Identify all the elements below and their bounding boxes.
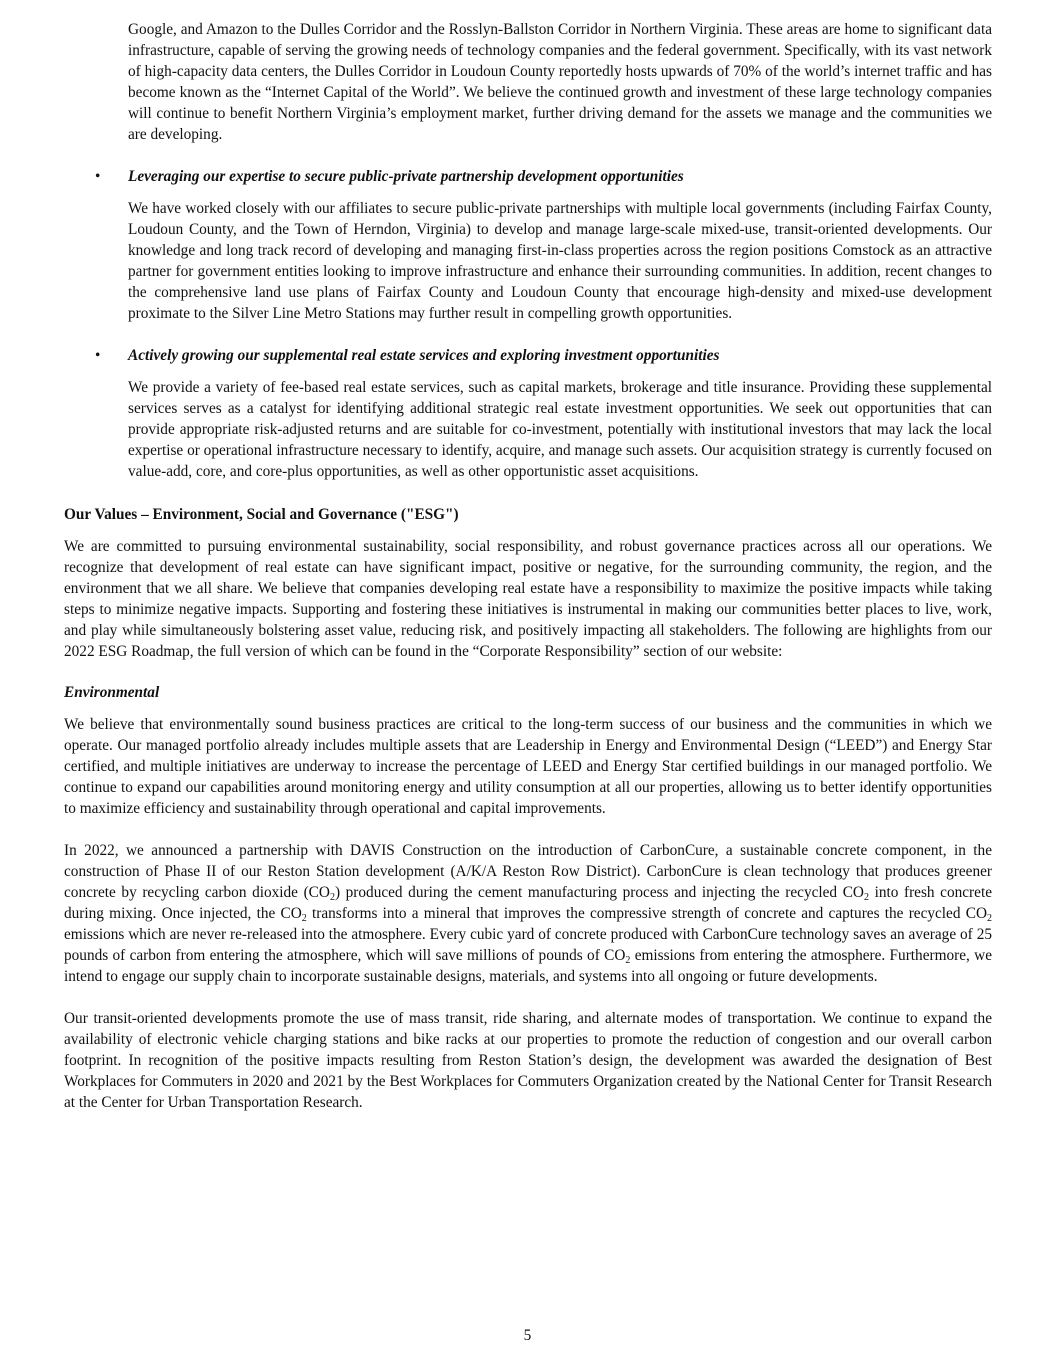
bullet-title: Actively growing our supplemental real estate services and exploring investment opportunities <box>128 347 720 364</box>
bullet-body-public-private: We have worked closely with our affiliates to secure public-private partnerships with multiple local governments (including Fairfax County, Loudoun County, and the Town of Herndon, Virginia) to develop and manage large-scale mixed-use, transit-oriented developments. Our knowledge and long track record of developing and managing first-in-class properties across the region positions Comstock as an attractive partner for government entities looking to improve infrastructure and enhance their surrounding communities. In addition, recent changes to the comprehensive land use plans of Fairfax County and Loudoun County that encourage high-density and mixed-use development proximate to the Silver Line Metro Stations may further result in compelling growth opportunities. <box>128 200 992 322</box>
environmental-paragraph-1: We believe that environmentally sound business practices are critical to the long-term success of our business and the communities in which we operate. Our managed portfolio already includes multiple assets that are Leadership in Energy and Environmental Design (“LEED”) and Energy Star certified, and multiple initiatives are underway to increase the percentage of LEED and Energy Star certified buildings in our managed portfolio. We continue to expand our capabilities around monitoring energy and utility consumption at all our properties, allowing us to better identify opportunities to maximize efficiency and sustainability through operational and capital improvements. <box>64 716 992 817</box>
esg-intro-paragraph: We are committed to pursuing environmental sustainability, social responsibility, and robust governance practices across all our operations. We recognize that development of real estate can have significant impact, positive or negative, for the surrounding community, the region, and the environment that we all share. We believe that companies developing real estate have a responsibility to maximize the positive impacts while taking steps to minimize negative impacts. Supporting and fostering these initiatives is instrumental in making our communities better places to live, work, and play while simultaneously bolstering asset value, reducing risk, and positively impacting all stakeholders. The following are highlights from our 2022 ESG Roadmap, the full version of which can be found in the “Corporate Responsibility” section of our website: <box>64 538 992 660</box>
bullet-heading-real-estate-services <box>95 345 992 366</box>
document-page <box>64 19 992 1113</box>
bullet-heading-public-private <box>95 166 992 187</box>
environmental-paragraph-carboncure: In 2022, we announced a partnership with DAVIS Construction on the introduction of CarbonCure, a sustainable concrete component, in the construction of Phase II of our Reston Station development (A/K/A Reston Row District). CarbonCure is clean technology that produces greener concrete by recycling carbon dioxide $(CO_2)$ produced during the cement manufacturing process and injecting the recycled $CO_2$ into fresh concrete during mixing. Once injected, the $CO_2$ transforms into a mineral that improves the compressive strength of concrete and captures the recycled $CO_2$ emissions which are never re-released into the atmosphere. Every cubic yard of concrete produced with CarbonCure technology saves an average of 25 pounds of carbon from entering the atmosphere, which will save millions of pounds of $CO_2$ emissions from entering the atmosphere. Furthermore, we intend to engage our supply chain to incorporate sustainable designs, materials, and systems into all ongoing or future developments. <box>64 842 992 985</box>
intro-continuation-paragraph: Google, and Amazon to the Dulles Corridor and the Rosslyn-Ballston Corridor in Northern Virginia. These areas are home to significant data infrastructure, capable of serving the growing needs of technology companies and the federal government. Specifically, with its vast network of high-capacity data centers, the Dulles Corridor in Loudoun County reportedly hosts upwards of 70% of the world’s internet traffic and has become known as the “Internet Capital of the World”. We believe the continued growth and investment of these large technology companies will continue to benefit Northern Virginia’s employment market, further driving demand for the assets we manage and the communities we are developing. <box>128 21 992 143</box>
bullet-body-real-estate-services: We provide a variety of fee-based real estate services, such as capital markets, brokerage and title insurance. Providing these supplemental services serves as a catalyst for identifying additional strategic real estate investment opportunities. We seek out opportunities that can provide appropriate risk-adjusted returns and are suitable for co-investment, potentially with institutional investors that may lack the local expertise or operational infrastructure necessary to identify, acquire, and manage such assets. Our acquisition strategy is currently focused on value-add, core, and core-plus opportunities, as well as other opportunistic asset acquisitions. <box>128 379 992 480</box>
section-heading-esg: Our Values – Environment, Social and Governance ("ESG") <box>64 506 459 523</box>
subscript-2: 2 <box>301 913 307 924</box>
subscript-2: 2 <box>863 892 869 903</box>
bullet-marker: • <box>95 168 101 185</box>
subscript-2: 2 <box>987 913 992 924</box>
page-number: 5 <box>523 1327 532 1344</box>
environmental-paragraph-transit: Our transit-oriented developments promote the use of mass transit, ride sharing, and alternate modes of transportation. We continue to expand the availability of electronic vehicle charging stations and bike racks at our properties to promote the reduction of congestion and our overall carbon footprint. In recognition of the positive impacts resulting from Reston Station’s design, the development was awarded the designation of Best Workplaces for Commuters in 2020 and 2021 by the Best Workplaces for Commuters Organization created by the National Center for Transit Research at the Center for Urban Transportation Research. <box>64 1010 992 1111</box>
subscript-2: 2 <box>329 892 335 903</box>
bullet-marker: • <box>95 347 101 364</box>
bullet-title: Leveraging our expertise to secure public-private partnership development opportunities <box>128 168 684 185</box>
subscript-2: 2 <box>625 955 631 966</box>
subheading-environmental: Environmental <box>64 684 160 701</box>
